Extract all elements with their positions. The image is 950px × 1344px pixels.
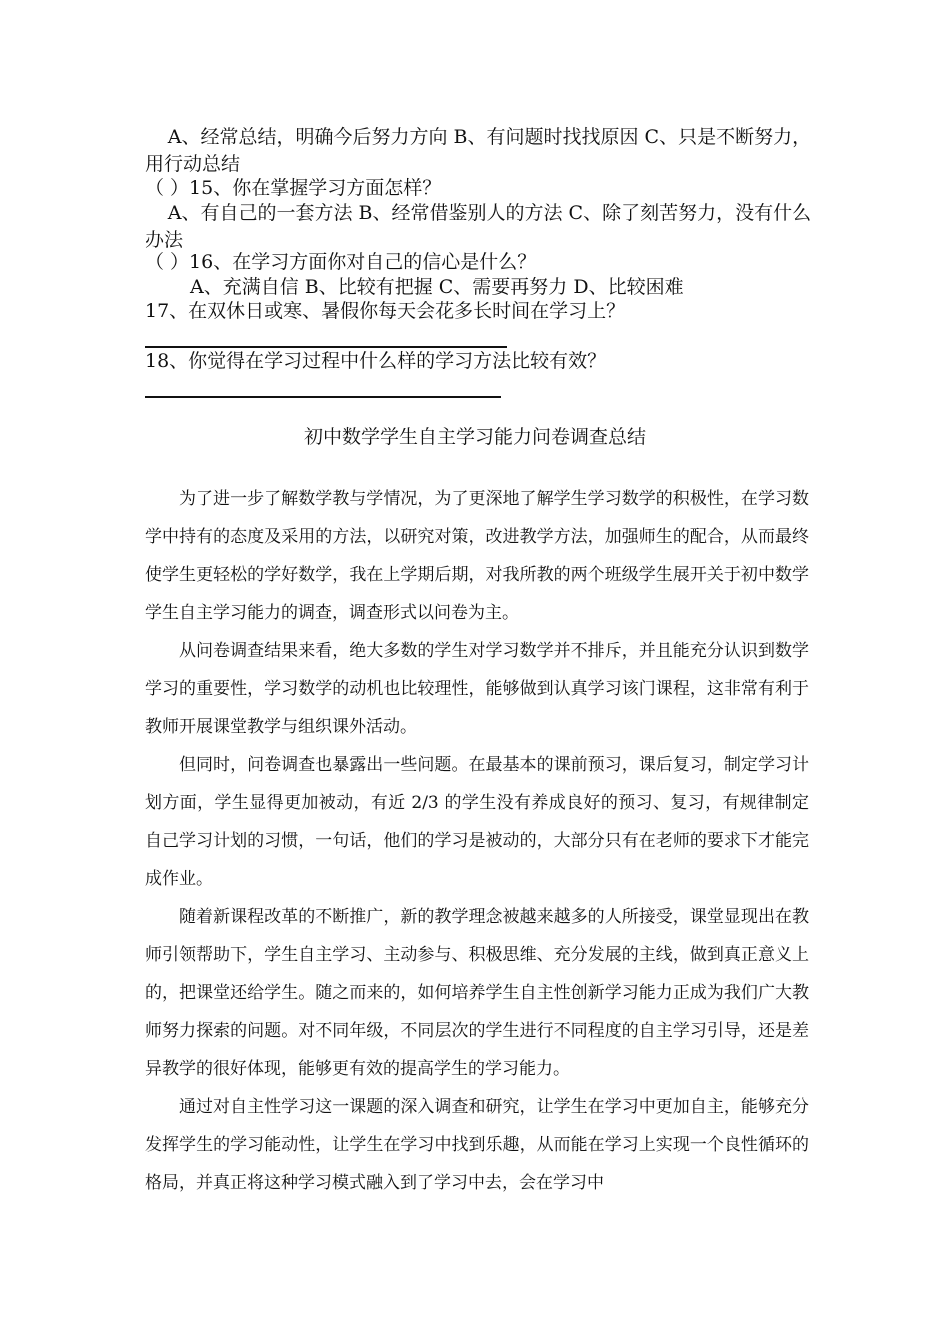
q16-options: A、充满自信 B、比较有把握 C、需要再努力 D、比较困难 [190, 276, 684, 298]
paragraph: 为了进一步了解数学教与学情况，为了更深地了解学生学习数学的积极性，在学习数学中持有的态度及采用的方法，以研究对策，改进教学方法，加强师生的配合，从而最终使学生更轻松的学好数学，我在上学期后期，对我所教的两个班级学生展开关于初中数学学生自主学习能力的调查，调查形式以问卷为主。 [145, 489, 809, 623]
q16-question: （ ）16、在学习方面你对自己的信心是什么？ [145, 251, 537, 273]
paragraph: 从问卷调查结果来看，绝大多数的学生对学习数学并不排斥，并且能充分认识到数学学习的重要性，学习数学的动机也比较理性，能够做到认真学习该门课程，这非常有利于教师开展课堂教学与组织课外活动。 [145, 641, 809, 737]
q17-question: 17、在双休日或寒、暑假你每天会花多长时间在学习上？ [145, 300, 626, 322]
q15-question: （ ）15、你在掌握学习方面怎样？ [145, 177, 442, 199]
summary-body [145, 480, 809, 1202]
q15-options: A、有自己的一套方法 B、经常借鉴别人的方法 C、除了刻苦努力，没有什么办法 [145, 202, 812, 251]
q18-question: 18、你觉得在学习过程中什么样的学习方法比较有效？ [145, 350, 607, 372]
q14-options: A、经常总结，明确今后努力方向 B、有问题时找找原因 C、只是不断努力，用行动总结 [145, 126, 812, 175]
q18-answer-line [145, 396, 501, 398]
paragraph: 随着新课程改革的不断推广，新的教学理念被越来越多的人所接受，课堂显现出在教师引领帮助下，学生自主学习、主动参与、积极思维、充分发展的主线，做到真正意义上的，把课堂还给学生。随之而来的，如何培养学生自主性创新学习能力正成为我们广大教师努力探索的问题。对不同年级，不同层次的学生进行不同程度的自主学习引导，还是差异教学的很好体现，能够更有效的提高学生的学习能力。 [145, 907, 809, 1079]
paragraph: 通过对自主性学习这一课题的深入调查和研究，让学生在学习中更加自主，能够充分发挥学生的学习能动性，让学生在学习中找到乐趣，从而能在学习上实现一个良性循环的格局，并真正将这种学习模式融入到了学习中去，会在学习中 [145, 1097, 809, 1193]
paragraph: 但同时，问卷调查也暴露出一些问题。在最基本的课前预习，课后复习，制定学习计划方面，学生显得更加被动，有近 2/3 的学生没有养成良好的预习、复习，有规律制定自己学习计划的习惯，一句话，他们的学习是被动的，大部分只有在老师的要求下才能完成作业。 [145, 755, 809, 889]
summary-title: 初中数学学生自主学习能力问卷调查总结 [303, 426, 646, 448]
